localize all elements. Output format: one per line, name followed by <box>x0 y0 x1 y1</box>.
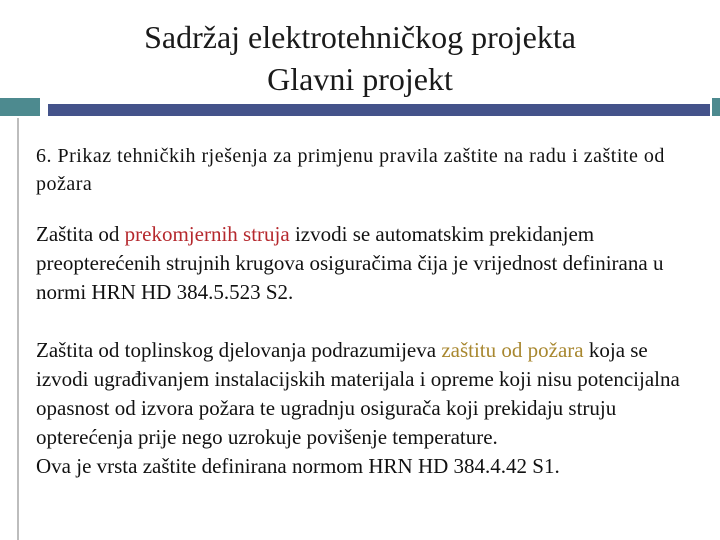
paragraph-overcurrent <box>36 220 696 307</box>
paragraph1-text-before: Zaštita od <box>36 222 125 246</box>
left-vertical-rule <box>17 118 19 540</box>
highlight-fire-protection: zaštitu od požara <box>441 338 584 362</box>
slide-title <box>0 16 720 100</box>
paragraph2-text-after: koja se izvodi ugrađivanjem instalacijskih materijala i opreme koji nisu potencijalna opasnost od izvora požara te ugradnju osigurača koji prekidaju struju opterećenja prije nego uzrokuje povišenje temperature. <box>36 338 680 449</box>
paragraph1-text-after: izvodi se automatskim prekidanjem preopterećenih strujnih krugova osiguračima čija je vrijednost definirana u normi HRN HD 384.5.523 S2. <box>36 222 664 304</box>
paragraph2-text-before: Zaštita od toplinskog djelovanja podrazumijeva <box>36 338 442 362</box>
paragraph3-text: Ova je vrsta zaštite definirana normom HRN HD 384.4.42 S1. <box>36 454 560 478</box>
title-line-2: Glavni projekt <box>267 61 453 97</box>
paragraph-thermal <box>36 336 696 481</box>
divider-teal-block <box>0 98 40 116</box>
divider-navy-bar <box>48 104 710 116</box>
title-line-1: Sadržaj elektrotehničkog projekta <box>144 19 576 55</box>
section-heading: 6. Prikaz tehničkih rješenja za primjenu pravila zaštite na radu i zaštite od požara <box>36 145 665 195</box>
highlight-overcurrent: prekomjernih struja <box>124 222 290 246</box>
divider-end-block <box>712 98 720 116</box>
title-divider <box>0 98 720 118</box>
